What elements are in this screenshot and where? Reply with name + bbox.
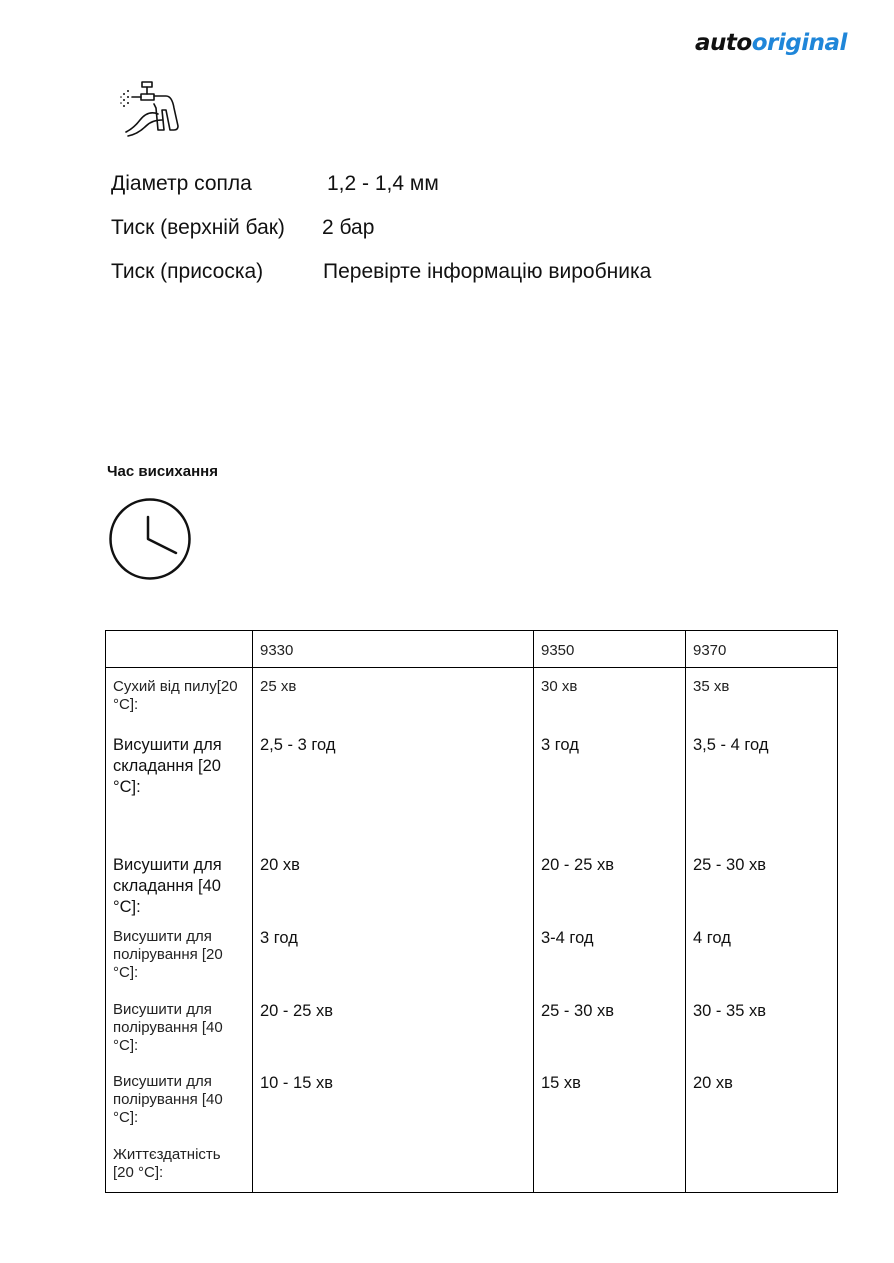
table-row (106, 998, 838, 1070)
table-cell: 20 хв (253, 843, 534, 925)
header-cell-9330: 9330 (253, 631, 534, 668)
table-cell: 20 - 25 хв (253, 998, 534, 1070)
spec-label: Тиск (присоска) (111, 260, 264, 283)
pressure-suction-row (111, 260, 652, 284)
table-cell (106, 805, 253, 843)
table-cell: 35 хв (686, 668, 838, 726)
table-row (106, 668, 838, 726)
table-cell: 25 - 30 хв (534, 998, 686, 1070)
spec-label: Тиск (верхній бак) (111, 216, 285, 239)
row-label: Висушити для полірування [40 °C]: (106, 998, 253, 1070)
spec-label: Діаметр сопла (111, 172, 252, 195)
clock-icon (108, 497, 192, 581)
table-cell: 15 хв (534, 1070, 686, 1137)
spray-gun-icon (118, 80, 182, 140)
table-row (106, 726, 838, 805)
table-cell: 25 хв (253, 668, 534, 726)
table-header-row (106, 631, 838, 668)
table-cell (686, 1137, 838, 1193)
table-cell: 2,5 - 3 год (253, 726, 534, 805)
row-label: Висушити для складання [40 °C]: (106, 843, 253, 925)
table-cell (253, 805, 534, 843)
row-label: Життєздатність [20 °C]: (106, 1137, 253, 1193)
table-cell: 3 год (534, 726, 686, 805)
drying-time-heading: Час висихання (107, 463, 218, 480)
table-cell: 3,5 - 4 год (686, 726, 838, 805)
table-row (106, 1070, 838, 1137)
table-cell: 3 год (253, 925, 534, 998)
row-label: Висушити для складання [20 °C]: (106, 726, 253, 805)
table-cell: 10 - 15 хв (253, 1070, 534, 1137)
nozzle-diameter-row (111, 172, 439, 196)
table-row-empty (106, 805, 838, 843)
spec-value: 1,2 - 1,4 мм (327, 172, 439, 195)
table-cell: 30 хв (534, 668, 686, 726)
spec-value: Перевірте інформацію виробника (323, 260, 652, 283)
header-cell-9350: 9350 (534, 631, 686, 668)
row-label: Висушити для полірування [40 °C]: (106, 1070, 253, 1137)
table-cell (686, 805, 838, 843)
table-cell (534, 1137, 686, 1193)
table-cell: 30 - 35 хв (686, 998, 838, 1070)
pressure-top-tank-row (111, 216, 375, 240)
table-cell: 20 хв (686, 1070, 838, 1137)
row-label: Сухий від пилу[20 °C]: (106, 668, 253, 726)
autooriginal-logo (695, 30, 845, 62)
logo-text-auto: auto (695, 30, 752, 56)
table-cell: 3-4 год (534, 925, 686, 998)
table-cell (253, 1137, 534, 1193)
table-cell (534, 805, 686, 843)
table-row (106, 925, 838, 998)
drying-time-table (105, 630, 838, 1193)
table-cell: 20 - 25 хв (534, 843, 686, 925)
logo-text-original: original (751, 30, 847, 56)
header-cell-empty (106, 631, 253, 668)
table-cell: 25 - 30 хв (686, 843, 838, 925)
table-row (106, 1137, 838, 1193)
table-cell: 4 год (686, 925, 838, 998)
spec-value: 2 бар (322, 216, 375, 239)
header-cell-9370: 9370 (686, 631, 838, 668)
row-label: Висушити для полірування [20 °C]: (106, 925, 253, 998)
table-row (106, 843, 838, 925)
